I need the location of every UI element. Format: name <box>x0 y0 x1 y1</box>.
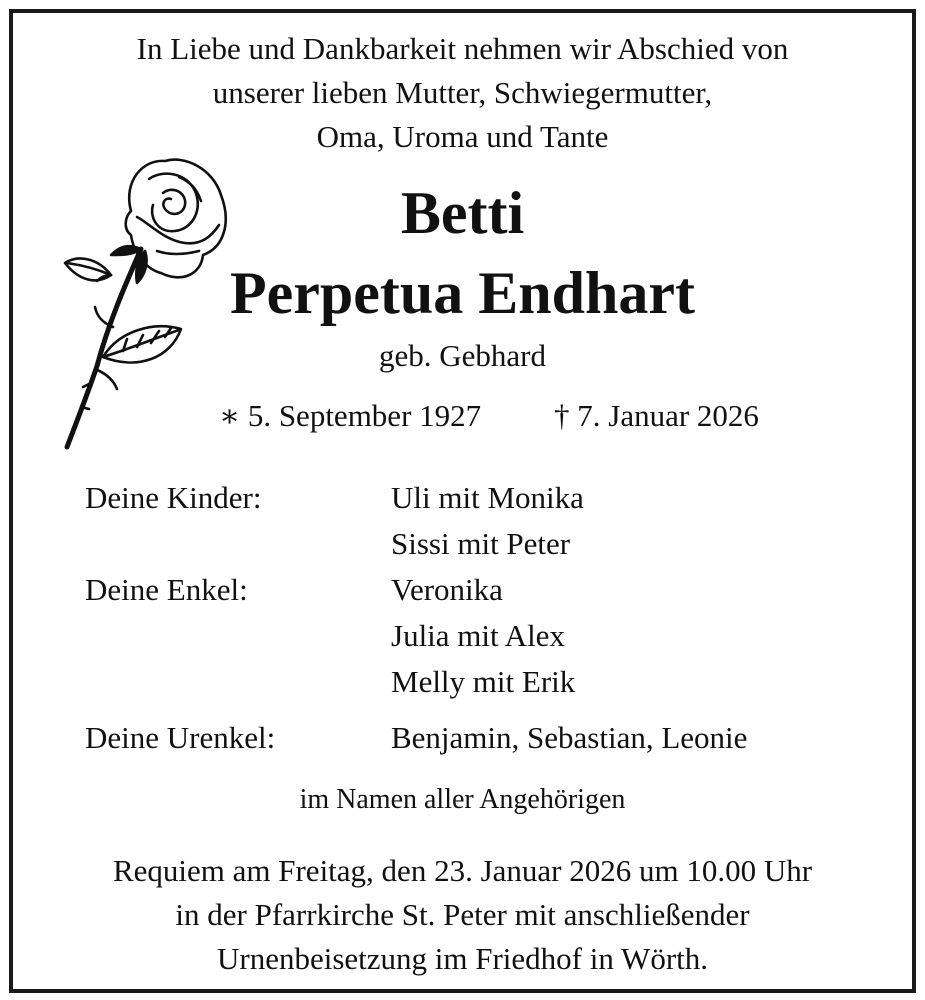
requiem-info <box>13 849 912 981</box>
requiem-line: in der Pfarrkirche St. Peter mit anschließender <box>175 897 750 932</box>
requiem-line: Requiem am Freitag, den 23. Januar 2026 um 10.00 Uhr <box>112 853 813 888</box>
obituary-notice <box>9 9 916 993</box>
deceased-full-name: Perpetua Endhart <box>230 260 695 326</box>
great-grandchildren-label: Deine Urenkel: <box>85 720 276 755</box>
grandchildren-label: Deine Enkel: <box>85 572 248 607</box>
family-member: Julia mit Alex <box>391 618 565 653</box>
birth-date: ∗ 5. September 1927 <box>219 398 482 433</box>
deceased-first-name: Betti <box>400 180 525 246</box>
intro-line: In Liebe und Dankbarkeit nehmen wir Abschied von <box>136 31 789 66</box>
maiden-name: geb. Gebhard <box>379 338 546 373</box>
requiem-line: Urnenbeisetzung im Friedhof in Wörth. <box>216 941 709 976</box>
intro-text <box>13 27 912 159</box>
death-date: † 7. Januar 2026 <box>554 398 759 433</box>
family-member: Benjamin, Sebastian, Leonie <box>391 720 748 755</box>
family-member: Veronika <box>391 572 503 607</box>
family-member: Melly mit Erik <box>391 664 576 699</box>
intro-line: Oma, Uroma und Tante <box>316 119 609 154</box>
family-member: Sissi mit Peter <box>391 526 571 561</box>
on-behalf-text: im Namen aller Angehörigen <box>299 784 626 815</box>
family-member: Uli mit Monika <box>391 480 584 515</box>
children-label: Deine Kinder: <box>85 480 262 515</box>
intro-line: unserer lieben Mutter, Schwiegermutter, <box>212 75 713 110</box>
